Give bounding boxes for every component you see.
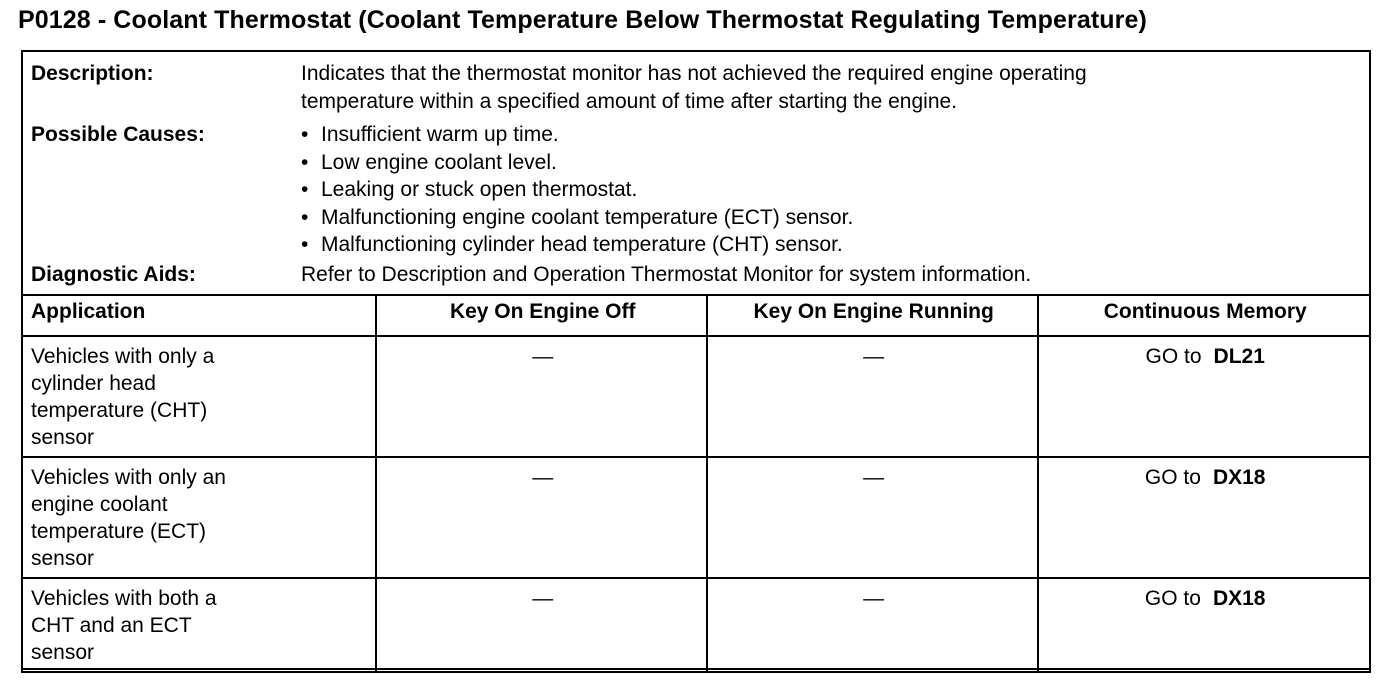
koeo-cell: — bbox=[376, 578, 706, 672]
cause-item: • Insufficient warm up time. bbox=[301, 123, 559, 146]
table-row bbox=[22, 336, 1370, 457]
diagnostic-aids-text: Refer to Description and Operation Thermostat Monitor for system information. bbox=[301, 263, 1032, 286]
description-label: Description: bbox=[31, 62, 154, 85]
goto-code-link[interactable]: DX18 bbox=[1212, 587, 1266, 610]
bullet-icon: • bbox=[301, 233, 309, 256]
goto-code-link[interactable]: DX18 bbox=[1212, 466, 1266, 489]
koer-cell: — bbox=[707, 578, 1038, 672]
application-table bbox=[21, 294, 1371, 673]
description-line-1: Indicates that the thermostat monitor has not achieved the required engine operating bbox=[301, 62, 1087, 85]
bullet-icon: • bbox=[301, 205, 309, 229]
koeo-cell: — bbox=[376, 457, 706, 578]
cause-item: • Low engine coolant level. bbox=[301, 150, 557, 174]
header-continuous-memory: Continuous Memory bbox=[1038, 295, 1370, 336]
diagnostic-aids-label: Diagnostic Aids: bbox=[31, 263, 196, 286]
koeo-cell: — bbox=[376, 336, 706, 457]
bullet-icon: • bbox=[301, 178, 309, 201]
continuous-memory-cell bbox=[1038, 457, 1370, 578]
table-row bbox=[22, 457, 1370, 578]
bullet-icon: • bbox=[301, 150, 309, 174]
dtc-info-box bbox=[21, 50, 1371, 670]
goto-prefix: GO to bbox=[1145, 345, 1202, 368]
application-cell: Vehicles with only an engine coolant temperature (ECT) sensor bbox=[22, 457, 376, 578]
header-koeo: Key On Engine Off bbox=[376, 295, 706, 336]
header-application: Application bbox=[22, 295, 376, 336]
koer-cell: — bbox=[707, 336, 1038, 457]
koer-cell: — bbox=[707, 457, 1038, 578]
table-row bbox=[22, 578, 1370, 672]
application-cell: Vehicles with only a cylinder head temperature (CHT) sensor bbox=[22, 336, 376, 457]
cause-item: • Malfunctioning engine coolant temperature (ECT) sensor. bbox=[301, 205, 854, 229]
cause-item: • Leaking or stuck open thermostat. bbox=[301, 178, 638, 201]
goto-code-link[interactable]: DL21 bbox=[1213, 345, 1265, 368]
possible-causes-label: Possible Causes: bbox=[31, 123, 205, 146]
bullet-icon: • bbox=[301, 123, 309, 146]
page-title: P0128 - Coolant Thermostat (Coolant Temperature Below Thermostat Regulating Temperature) bbox=[18, 6, 1147, 34]
continuous-memory-cell bbox=[1038, 578, 1370, 672]
cause-item: • Malfunctioning cylinder head temperature (CHT) sensor. bbox=[301, 233, 843, 256]
description-line-2: temperature within a specified amount of time after starting the engine. bbox=[301, 90, 958, 113]
application-cell: Vehicles with both a CHT and an ECT sensor bbox=[22, 578, 376, 672]
header-koer: Key On Engine Running bbox=[707, 295, 1038, 336]
table-header-row bbox=[22, 295, 1370, 336]
goto-prefix: GO to bbox=[1144, 466, 1201, 489]
continuous-memory-cell bbox=[1038, 336, 1370, 457]
causes-list bbox=[301, 121, 853, 259]
goto-prefix: GO to bbox=[1144, 587, 1201, 610]
